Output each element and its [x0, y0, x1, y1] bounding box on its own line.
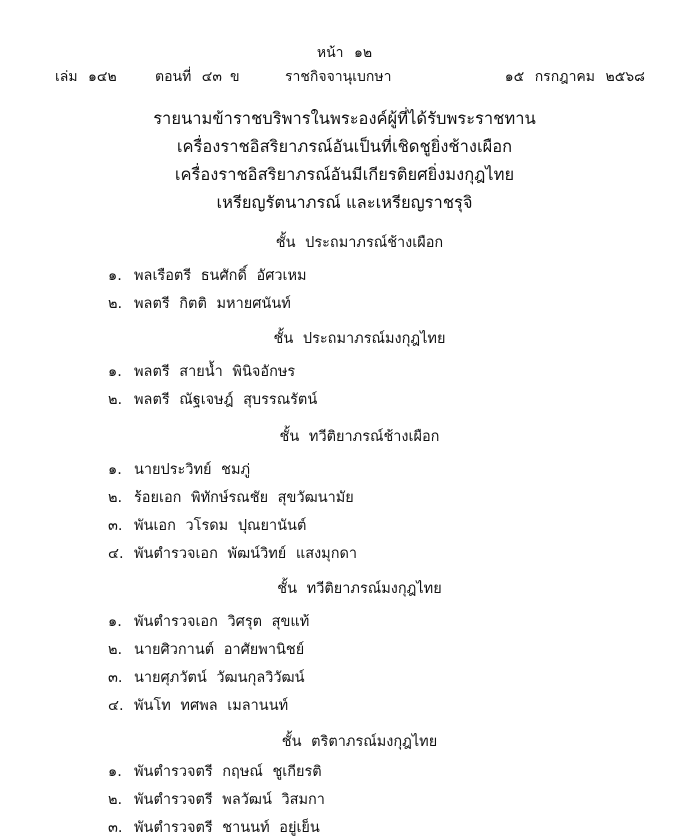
running-header — [55, 66, 645, 86]
list-item — [0, 358, 689, 386]
recipient-name: พลตรี กิตติ มหายศนันท์ — [134, 296, 291, 312]
heading-line: เครื่องราชอิสริยาภรณ์อันเป็นที่เชิดชูยิ่งช้างเผือก — [176, 137, 513, 156]
decoration-class-section — [0, 426, 689, 568]
list-item — [0, 290, 689, 318]
item-number: ๑. — [108, 364, 122, 380]
section-label: ข — [230, 69, 240, 85]
item-number: ๓. — [108, 670, 123, 686]
list-item — [0, 814, 689, 836]
item-number: ๒. — [108, 490, 123, 506]
page-number: หน้า ๑๒ — [316, 45, 373, 61]
list-item — [0, 692, 689, 720]
item-number: ๑. — [108, 614, 122, 630]
item-number: ๒. — [108, 296, 123, 312]
list-item — [0, 540, 689, 568]
heading-line: รายนามข้าราชบริพารในพระองค์ผู้ที่ได้รับพระราชทาน — [153, 109, 536, 128]
list-item — [0, 786, 689, 814]
item-number: ๓. — [108, 820, 123, 836]
item-number: ๔. — [108, 698, 124, 714]
recipient-name: พันโท ทศพล เมลานนท์ — [134, 698, 289, 714]
class-title: ชั้น ทวีติยาภรณ์ช้างเผือก — [279, 429, 440, 445]
item-number: ๓. — [108, 518, 123, 534]
list-item — [0, 512, 689, 540]
list-item — [0, 484, 689, 512]
heading-line: เครื่องราชอิสริยาภรณ์อันมีเกียรติยศยิ่งมงกุฎไทย — [174, 165, 515, 184]
issue-date: ๑๕ กรกฎาคม ๒๕๖๘ — [504, 69, 645, 85]
recipient-name: พลเรือตรี ธนศักดิ์ อัศวเหม — [134, 268, 307, 284]
class-title: ชั้น ตริตาภรณ์มงกุฎไทย — [281, 734, 438, 750]
list-item — [0, 636, 689, 664]
decoration-class-section — [0, 578, 689, 720]
recipient-name: พันตำรวจตรี กฤษณ์ ชูเกียรติ — [134, 764, 322, 780]
item-number: ๑. — [108, 764, 122, 780]
list-item — [0, 456, 689, 484]
list-item — [0, 758, 689, 786]
recipient-name: นายประวิทย์ ชมภู่ — [134, 462, 251, 478]
recipient-name: พันตำรวจตรี ชานนท์ อยู่เย็น — [134, 820, 320, 836]
decoration-class-section — [0, 731, 689, 836]
item-number: ๑. — [108, 268, 122, 284]
recipient-name: พลตรี สายน้ำ พินิจอักษร — [134, 364, 296, 380]
item-number: ๒. — [108, 392, 123, 408]
class-title: ชั้น ประถมาภรณ์ช้างเผือก — [275, 235, 444, 251]
decoration-class-section — [0, 232, 689, 318]
recipient-name: นายศิวกานต์ อาศัยพานิชย์ — [134, 642, 305, 658]
list-item — [0, 664, 689, 692]
recipient-name: พันเอก วโรดม ปุณยานันต์ — [134, 518, 307, 534]
list-item — [0, 608, 689, 636]
decoration-class-section — [0, 328, 689, 414]
recipient-name: พลตรี ณัฐเจษฎ์ สุบรรณรัตน์ — [134, 392, 318, 408]
item-number: ๒. — [108, 792, 123, 808]
list-item — [0, 386, 689, 414]
recipient-name: พันตำรวจเอก พัฒน์วิทย์ แสงมุกดา — [134, 546, 358, 562]
list-item — [0, 262, 689, 290]
document-heading — [0, 105, 689, 217]
item-number: ๒. — [108, 642, 123, 658]
gazette-title: ราชกิจจานุเบกษา — [285, 69, 392, 85]
item-number: ๑. — [108, 462, 122, 478]
recipient-name: พันตำรวจเอก วิศรุต สุขแท้ — [134, 614, 310, 630]
volume-label: เล่ม ๑๔๒ — [55, 69, 117, 85]
recipient-name: ร้อยเอก พิทักษ์รณชัย สุขวัฒนามัย — [134, 490, 354, 506]
heading-line: เหรียญรัตนาภรณ์ และเหรียญราชรุจิ — [216, 193, 473, 212]
issue-label: ตอนที่ ๔๓ — [155, 69, 222, 85]
class-title: ชั้น ประถมาภรณ์มงกุฎไทย — [273, 331, 446, 347]
recipient-name: นายศุภวัตน์ วัฒนกุลวิวัฒน์ — [134, 670, 305, 686]
class-title: ชั้น ทวีติยาภรณ์มงกุฎไทย — [277, 581, 442, 597]
recipient-name: พันตำรวจตรี พลวัฒน์ วิสมกา — [134, 792, 325, 808]
item-number: ๔. — [108, 546, 124, 562]
